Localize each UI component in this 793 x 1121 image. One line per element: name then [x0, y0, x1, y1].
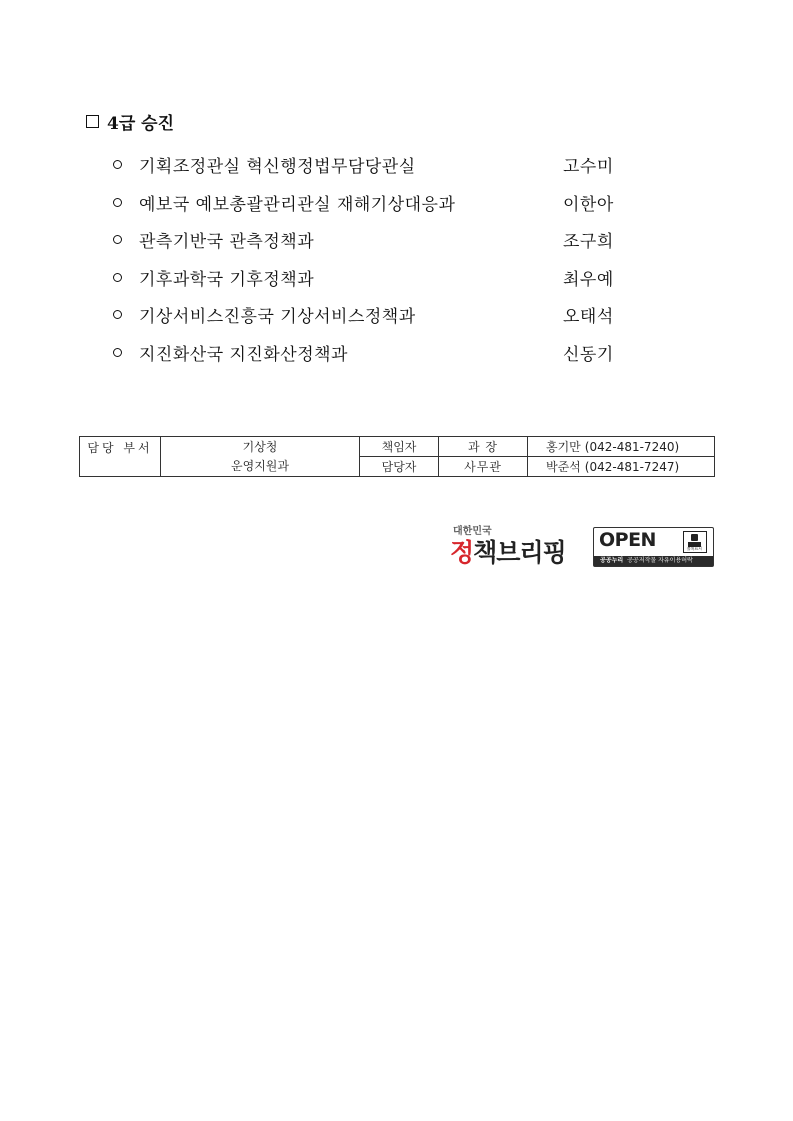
contact-phone: (042-481-7240)	[584, 440, 680, 454]
person-name: 조구희	[563, 232, 614, 253]
contact-title: 사무관	[439, 457, 528, 477]
department-name: 예보국 예보총괄관리관실 재해기상대응과	[139, 194, 456, 215]
circle-bullet-icon	[113, 160, 122, 169]
open-wordmark: OPEN	[599, 529, 656, 551]
person-name: 이한아	[563, 194, 614, 215]
logo-subtitle: 대한민국	[453, 526, 492, 537]
circle-bullet-icon	[113, 198, 122, 207]
contact-name: 홍기만	[546, 440, 581, 454]
contact-label: 담당 부서	[80, 437, 161, 477]
contact-role: 책임자	[360, 437, 439, 457]
agency-name: 기상청	[242, 439, 278, 454]
department-name: 관측기반국 관측정책과	[139, 232, 315, 253]
checkbox-icon	[86, 115, 99, 128]
license-strip: 공공누리 공공저작물 자유이용허락	[594, 556, 713, 566]
department-name: 기후과학국 기후정책과	[139, 269, 315, 290]
contact-person	[528, 437, 715, 457]
contact-name: 박준석	[546, 460, 581, 474]
department-name: 기상서비스진흥국 기상서비스정책과	[139, 307, 416, 328]
table-row	[80, 437, 715, 457]
kogl-open-badge	[593, 527, 714, 567]
contact-department	[161, 437, 360, 477]
circle-bullet-icon	[113, 235, 122, 244]
department-name: 기획조정관실 혁신행정법무담당관실	[139, 157, 416, 178]
person-name: 고수미	[563, 157, 614, 178]
section-heading	[86, 109, 174, 134]
person-name: 오태석	[563, 307, 614, 328]
department-name: 지진화산국 지진화산정책과	[139, 344, 348, 365]
list-item	[113, 296, 633, 334]
person-name: 신동기	[563, 344, 614, 365]
contact-title: 과 장	[439, 437, 528, 457]
section-title: 4급 승진	[107, 114, 175, 134]
division-name: 운영지원과	[231, 458, 289, 473]
list-item	[113, 146, 633, 184]
contact-phone: (042-481-7247)	[584, 460, 680, 474]
contact-role: 담당자	[360, 457, 439, 477]
circle-bullet-icon	[113, 348, 122, 357]
list-item	[113, 334, 633, 372]
list-item	[113, 221, 633, 259]
policy-briefing-logo	[450, 522, 574, 572]
logo-wordmark: 정책브리핑	[450, 538, 566, 567]
contact-person	[528, 457, 715, 477]
list-item	[113, 184, 633, 222]
contact-table	[79, 436, 715, 477]
person-name: 최우예	[563, 269, 614, 290]
circle-bullet-icon	[113, 310, 122, 319]
circle-bullet-icon	[113, 273, 122, 282]
attribution-person-icon: 출처표시	[683, 531, 707, 553]
list-item	[113, 259, 633, 297]
promotion-list	[113, 146, 633, 371]
